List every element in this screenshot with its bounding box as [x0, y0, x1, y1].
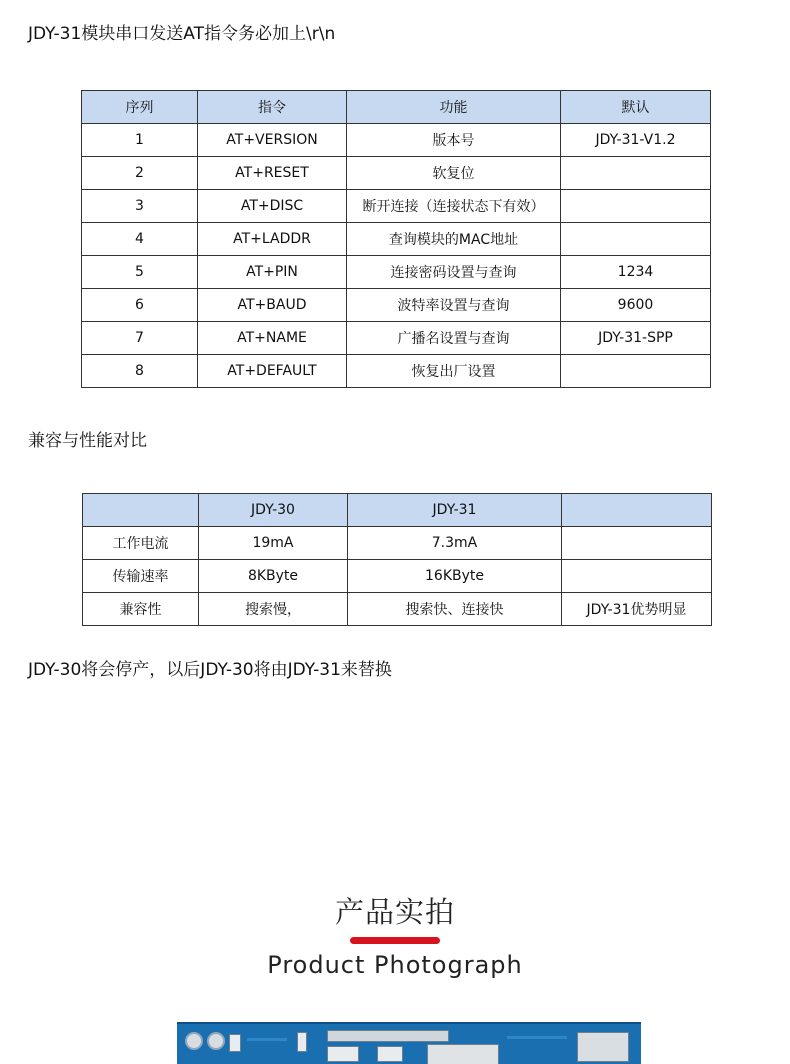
column-header: 功能: [347, 91, 561, 124]
table-cell: 波特率设置与查询: [347, 289, 561, 322]
table-cell: 5: [82, 256, 198, 289]
pcb-trace: [247, 1038, 287, 1041]
table-cell: AT+BAUD: [198, 289, 347, 322]
table-cell: JDY-31-SPP: [561, 322, 711, 355]
smd-component: [377, 1046, 403, 1062]
table-cell: [562, 560, 712, 593]
pcb-trace: [507, 1036, 567, 1039]
table-row: [82, 190, 711, 223]
table-cell: [561, 190, 711, 223]
table-cell: [561, 157, 711, 190]
table-cell: AT+DEFAULT: [198, 355, 347, 388]
table-row: [83, 593, 712, 626]
table-cell: AT+VERSION: [198, 124, 347, 157]
table-cell: [561, 355, 711, 388]
column-header: JDY-31: [348, 494, 562, 527]
product-photo: [177, 1022, 641, 1064]
table-cell: 19mA: [199, 527, 348, 560]
table-row: [82, 223, 711, 256]
table-cell: 版本号: [347, 124, 561, 157]
table-cell: 16KByte: [348, 560, 562, 593]
antenna-area: [577, 1032, 629, 1062]
table-row: [82, 256, 711, 289]
column-header: 序列: [82, 91, 198, 124]
table-cell: 搜索快、连接快: [348, 593, 562, 626]
mounting-pad: [207, 1032, 225, 1050]
column-header: JDY-30: [199, 494, 348, 527]
table-cell: 工作电流: [83, 527, 199, 560]
table-cell: 1: [82, 124, 198, 157]
table-cell: 7: [82, 322, 198, 355]
table-cell: 8KByte: [199, 560, 348, 593]
table-row: [82, 355, 711, 388]
table-row: [83, 527, 712, 560]
table-header-row: [83, 494, 712, 527]
table-cell: 1234: [561, 256, 711, 289]
table-cell: [562, 527, 712, 560]
table-cell: 兼容性: [83, 593, 199, 626]
table-cell: JDY-31优势明显: [562, 593, 712, 626]
table-row: [82, 289, 711, 322]
table-cell: 断开连接（连接状态下有效）: [347, 190, 561, 223]
table-cell: 连接密码设置与查询: [347, 256, 561, 289]
table-header-row: [82, 91, 711, 124]
smd-component: [327, 1046, 359, 1062]
table-cell: AT+DISC: [198, 190, 347, 223]
table-cell: JDY-31-V1.2: [561, 124, 711, 157]
smd-component: [297, 1032, 307, 1052]
table-cell: 软复位: [347, 157, 561, 190]
table-cell: 7.3mA: [348, 527, 562, 560]
replace-notice: JDY-30将会停产，以后JDY-30将由JDY-31来替换: [28, 660, 392, 680]
table-cell: 2: [82, 157, 198, 190]
table-cell: 9600: [561, 289, 711, 322]
table-cell: 8: [82, 355, 198, 388]
table-row: [83, 560, 712, 593]
table-cell: 4: [82, 223, 198, 256]
table-cell: AT+LADDR: [198, 223, 347, 256]
table-cell: 广播名设置与查询: [347, 322, 561, 355]
column-header: [83, 494, 199, 527]
mounting-pad: [185, 1032, 203, 1050]
column-header: 默认: [561, 91, 711, 124]
section-title: 产品实拍: [334, 895, 455, 929]
table-cell: 恢复出厂设置: [347, 355, 561, 388]
table-cell: 传输速率: [83, 560, 199, 593]
at-command-table: [81, 90, 711, 388]
table-cell: 查询模块的MAC地址: [347, 223, 561, 256]
at-command-note: JDY-31模块串口发送AT指令务必加上\r\n: [28, 24, 336, 44]
title-underline: [350, 937, 440, 944]
smd-component: [229, 1034, 241, 1052]
table-cell: AT+NAME: [198, 322, 347, 355]
column-header: 指令: [198, 91, 347, 124]
column-header: [562, 494, 712, 527]
table-cell: AT+RESET: [198, 157, 347, 190]
comparison-table: [82, 493, 712, 626]
table-cell: 6: [82, 289, 198, 322]
table-row: [82, 157, 711, 190]
table-cell: AT+PIN: [198, 256, 347, 289]
table-row: [82, 322, 711, 355]
table-cell: [561, 223, 711, 256]
section-subtitle: Product Photograph: [267, 951, 523, 979]
table-cell: 3: [82, 190, 198, 223]
pin-header: [327, 1030, 449, 1042]
compare-title: 兼容与性能对比: [28, 431, 147, 451]
table-cell: 搜索慢，: [199, 593, 348, 626]
module-shield: [427, 1044, 499, 1064]
table-row: [82, 124, 711, 157]
